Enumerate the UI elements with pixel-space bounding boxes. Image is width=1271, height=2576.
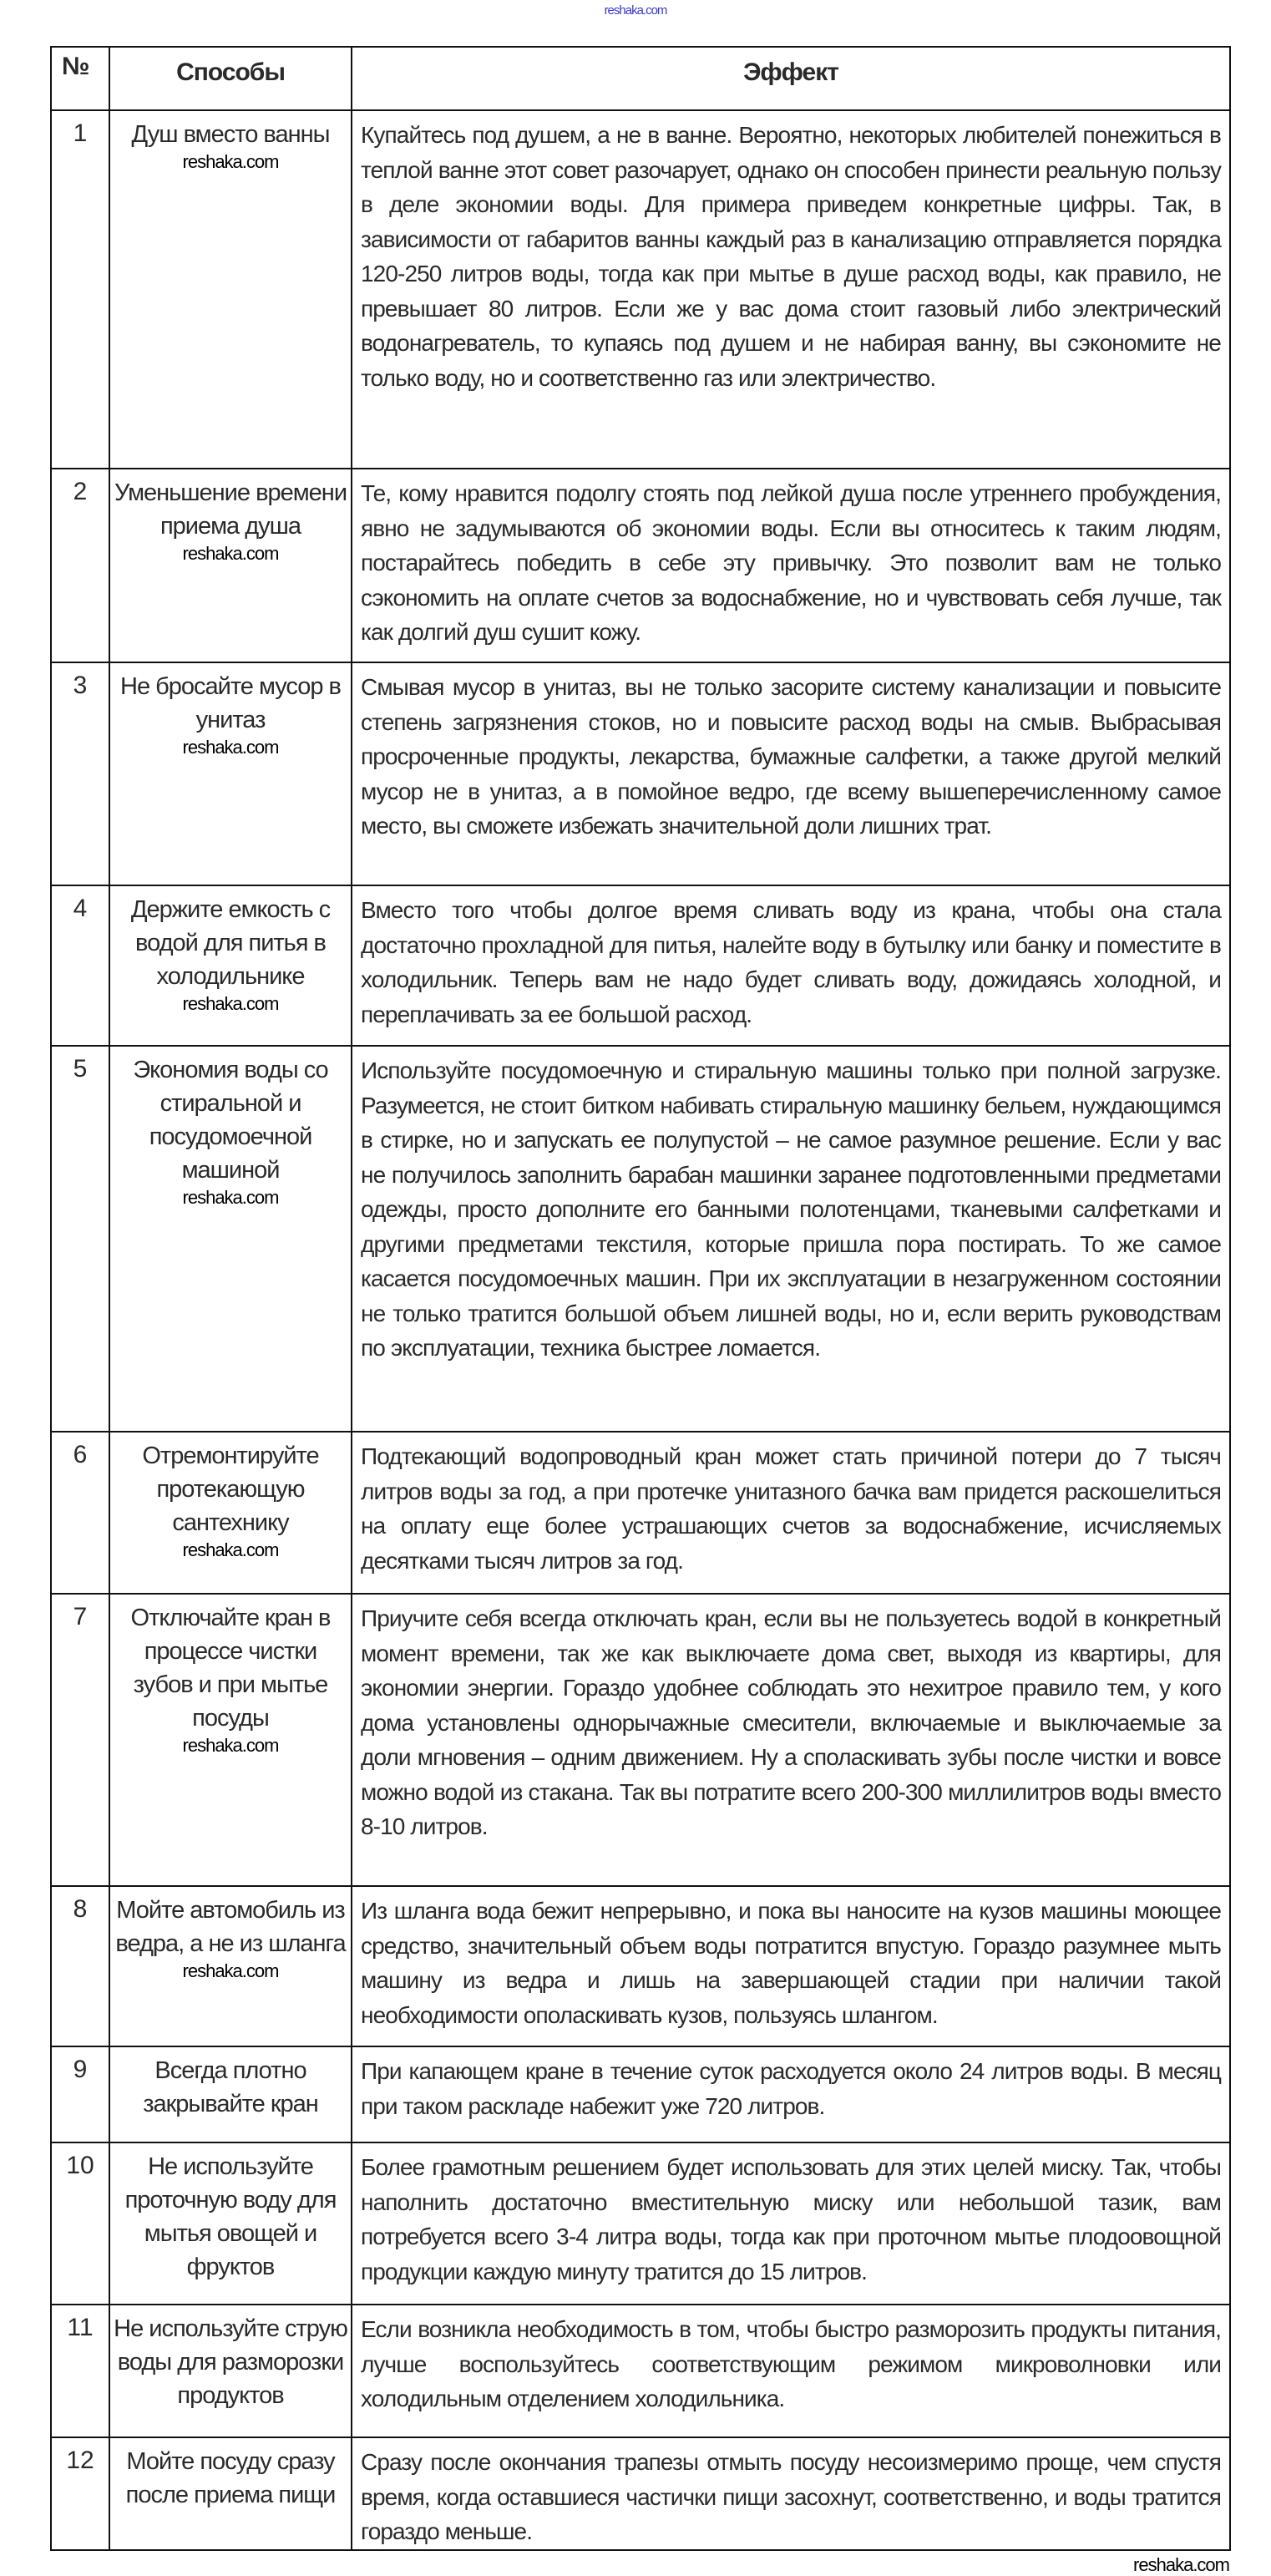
method-cell	[109, 1046, 352, 1432]
row-number: 6	[51, 1432, 109, 1594]
method-cell	[109, 1886, 352, 2046]
method-cell	[109, 2305, 352, 2437]
row-number: 11	[51, 2305, 109, 2437]
method-cell	[109, 110, 352, 469]
effect-cell: Из шланга вода бежит непрерывно, и пока вы наносите на кузов машины моющее средство, значительный объем воды потратится впустую. Гораздо разумнее мыть машину из ведра и лишь на завершающей стадии при наличии такой необходимости ополаскивать кузов, пользуясь шлангом.	[352, 1886, 1230, 2046]
row-number: 10	[51, 2142, 109, 2305]
table-row	[51, 1432, 1230, 1594]
water-saving-table	[50, 46, 1231, 2551]
effect-cell: Если возникла необходимость в том, чтобы быстро разморозить продукты питания, лучше воспользуйтесь соответствующим режимом микроволновки или холодильным отделением холодильника.	[352, 2305, 1230, 2437]
table-wrapper	[50, 46, 1229, 2576]
method-text: Не используйте проточную воду для мытья овощей и фруктов	[124, 2153, 337, 2280]
table-row	[51, 2305, 1230, 2437]
watermark: reshaka.com	[182, 1735, 279, 1756]
table-row	[51, 885, 1230, 1046]
method-cell	[109, 1594, 352, 1886]
table-row	[51, 2046, 1230, 2142]
method-text: Мойте автомобиль из ведра, а не из шланга	[115, 1897, 346, 1957]
method-text: Отремонтируйте протекающую сантехнику	[142, 1443, 319, 1536]
effect-cell: Смывая мусор в унитаз, вы не только засорите систему канализации и повысите степень загрязнения стоков, но и повысите расход воды на смыв. Выбрасывая просроченные продукты, лекарства, бумажные салфетки, а также другой мелкий мусор не в унитаз, а в помойное ведро, где всему вышеперечисленному самое место, вы сможете избежать значительной доли лишних трат.	[352, 662, 1230, 885]
row-number: 1	[51, 110, 109, 469]
row-number: 4	[51, 885, 109, 1046]
watermark-top: reshaka.com	[604, 3, 667, 18]
effect-cell: Вместо того чтобы долгое время сливать воду из крана, чтобы она стала достаточно прохладной для питья, налейте воду в бутылку или банку и поместите в холодильник. Теперь вам не надо будет сливать воду, дожидаясь холодной, и переплачивать за ее большой расход.	[352, 885, 1230, 1046]
effect-cell: Приучите себя всегда отключать кран, если вы не пользуетесь водой в конкретный момент времени, так же как выключаете дома свет, выходя из квартиры, для экономии энергии. Гораздо удобнее соблюдать это нехитрое правило тем, у кого дома установлены однорычажные смесители, включаемые и выключаемые за доли мгновения – одним движением. Ну а споласкивать зубы после чистки и вовсе можно водой из стакана. Так вы потратите всего 200-300 миллилитров воды вместо 8-10 литров.	[352, 1594, 1230, 1886]
table-row	[51, 1886, 1230, 2046]
table-row	[51, 110, 1230, 469]
watermark: reshaka.com	[182, 1960, 279, 1981]
method-text: Отключайте кран в процессе чистки зубов и при мытье посуды	[130, 1605, 331, 1732]
effect-cell: Сразу после окончания трапезы отмыть посуду несоизмеримо проще, чем спустя время, когда оставшиеся частички пищи засохнут, соответственно, и воды тратится гораздо меньше.	[352, 2437, 1230, 2550]
method-cell	[109, 2046, 352, 2142]
watermark: reshaka.com	[1133, 2553, 1229, 2575]
watermark: reshaka.com	[182, 993, 279, 1014]
watermark: reshaka.com	[182, 737, 279, 758]
header-ways: Способы	[109, 47, 352, 110]
row-number: 2	[51, 469, 109, 662]
watermark: reshaka.com	[182, 1187, 279, 1208]
method-text: Не используйте струю воды для разморозки продуктов	[114, 2315, 347, 2409]
row-number: 7	[51, 1594, 109, 1886]
method-cell	[109, 469, 352, 662]
method-text: Душ вместо ванны	[131, 121, 330, 148]
table-row	[51, 662, 1230, 885]
row-number: 5	[51, 1046, 109, 1432]
effect-cell: Те, кому нравится подолгу стоять под лейкой душа после утреннего пробуждения, явно не задумываются об экономии воды. Если вы относитесь к таким людям, постарайтесь победить в себе эту привычку. Это позволит вам не только сэкономить на оплате счетов за водоснабжение, но и чувствовать себя лучше, так как долгий душ сушит кожу.	[352, 469, 1230, 662]
method-text: Экономия воды со стиральной и посудомоечной машиной	[133, 1057, 328, 1184]
method-text: Не бросайте мусор в унитаз	[120, 673, 341, 733]
table-row	[51, 2437, 1230, 2550]
effect-cell: При капающем кране в течение суток расходуется около 24 литров воды. В месяц при таком раскладе набежит уже 720 литров.	[352, 2046, 1230, 2142]
table-row	[51, 469, 1230, 662]
watermark: reshaka.com	[182, 151, 279, 172]
row-number: 12	[51, 2437, 109, 2550]
header-number: №	[51, 47, 109, 110]
table-row	[51, 1046, 1230, 1432]
method-text: Мойте посуду сразу после приема пищи	[125, 2448, 336, 2508]
method-text: Уменьшение времени приема душа	[114, 479, 347, 540]
effect-cell: Подтекающий водопроводный кран может стать причиной потери до 7 тысяч литров воды за год, а при протечке унитазного бачка вам придется раскошелиться на оплату еще более устрашающих счетов за водоснабжение, исчисляемых десятками тысяч литров за год.	[352, 1432, 1230, 1594]
method-cell	[109, 662, 352, 885]
method-text: Всегда плотно закрывайте кран	[143, 2057, 318, 2117]
table-header-row	[51, 47, 1230, 110]
method-cell	[109, 2437, 352, 2550]
row-number: 9	[51, 2046, 109, 2142]
effect-cell: Более грамотным решением будет использовать для этих целей миску. Так, чтобы наполнить достаточно вместительную миску или небольшой тазик, вам потребуется всего 3-4 литра воды, тогда как при проточном мытье плодоовощной продукции каждую минуту тратится до 15 литров.	[352, 2142, 1230, 2305]
watermark: reshaka.com	[182, 543, 279, 564]
row-number: 3	[51, 662, 109, 885]
table-row	[51, 1594, 1230, 1886]
row-number: 8	[51, 1886, 109, 2046]
method-text: Держите емкость с водой для питья в холодильнике	[130, 896, 331, 990]
table-row	[51, 2142, 1230, 2305]
method-cell	[109, 1432, 352, 1594]
watermark: reshaka.com	[182, 1539, 279, 1560]
method-cell	[109, 885, 352, 1046]
method-cell	[109, 2142, 352, 2305]
header-effect: Эффект	[352, 47, 1230, 110]
effect-cell: Используйте посудомоечную и стиральную машины только при полной загрузке. Разумеется, не стоит битком набивать стиральную машинку бельем, нуждающимся в стирке, но и запускать ее полупустой – не самое разумное решение. Если у вас не получилось заполнить барабан машинки заранее подготовленными предметами одежды, просто дополните его банными полотенцами, тканевыми салфетками и другими предметами текстиля, которые пришла пора постирать. То же самое касается посудомоечных машин. При их эксплуатации в незагруженном состоянии не только тратится большой объем лишней воды, но и, если верить руководствам по эксплуатации, техника быстрее ломается.	[352, 1046, 1230, 1432]
effect-cell: Купайтесь под душем, а не в ванне. Вероятно, некоторых любителей понежиться в теплой ванне этот совет разочарует, однако он способен принести реальную пользу в деле экономии воды. Для примера приведем конкретные цифры. Так, в зависимости от габаритов ванны каждый раз в канализацию отправляется порядка 120-250 литров воды, тогда как при мытье в душе расход воды, как правило, не превышает 80 литров. Если же у вас дома стоит газовый либо электрический водонагреватель, то купаясь под душем и не набирая ванну, вы сэкономите не только воду, но и соответственно газ или электричество.	[352, 110, 1230, 469]
